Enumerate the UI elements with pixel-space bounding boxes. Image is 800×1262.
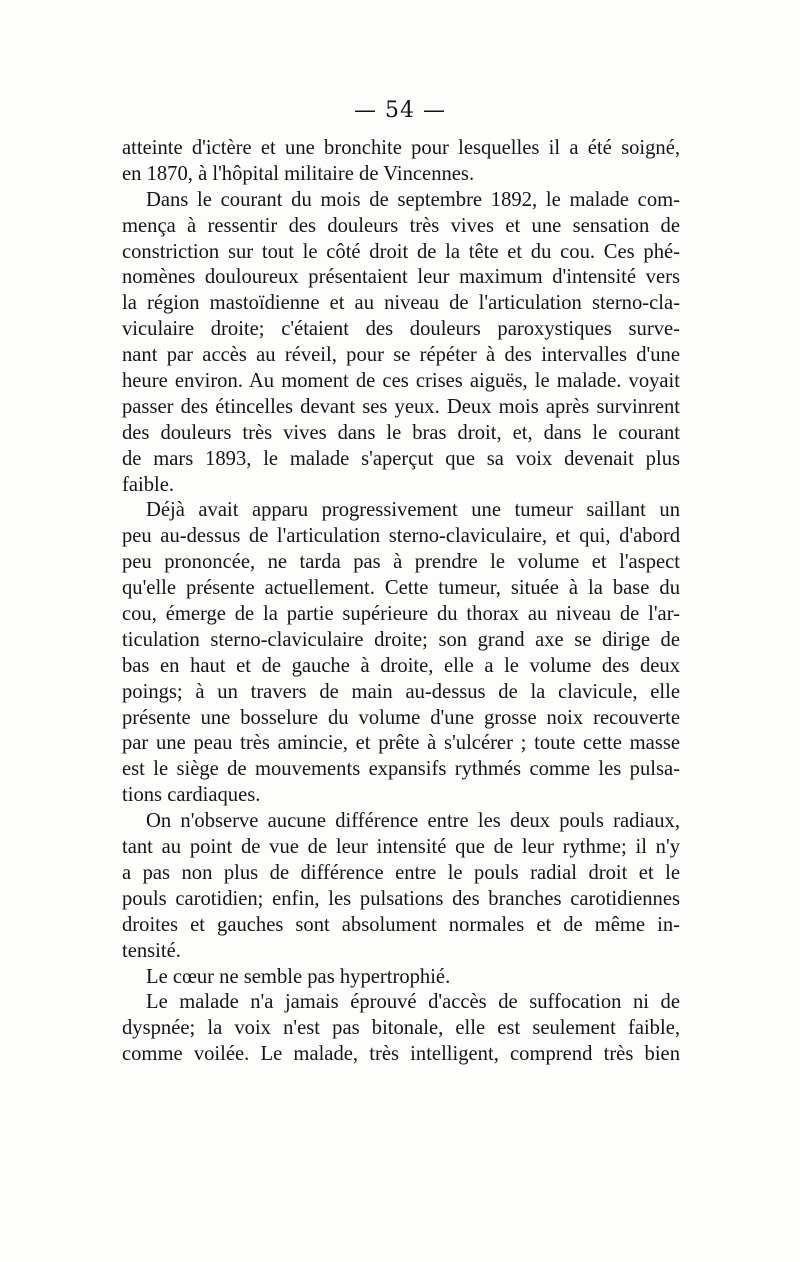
text-line: heure environ. Au moment de ces crises aiguës, le malade. voyait [122,370,680,393]
text-line: viculaire droite; c'étaient des douleurs paroxystiques surve- [122,318,680,341]
text-line: par une peau très amincie, et prête à s'ulcérer ; toute cette masse [122,732,680,755]
text-line: Déjà avait apparu progressivement une tumeur saillant un [146,499,680,522]
text-line: présente une bosselure du volume d'une grosse noix recouverte [122,706,680,729]
text-line: tions cardiaques. [122,784,261,807]
text-line: poings; à un travers de main au-dessus de la clavicule, elle [122,680,680,703]
text-line: en 1870, à l'hôpital militaire de Vincennes. [122,162,475,185]
text-line: dyspnée; la voix n'est pas bitonale, elle est seulement faible, [122,1017,680,1040]
text-line: la région mastoïdienne et au niveau de l'articulation sterno-cla- [122,292,680,315]
text-line: passer des étincelles devant ses yeux. Deux mois après survinrent [122,395,680,418]
text-line: peu au-dessus de l'articulation sterno-claviculaire, et qui, d'abord [122,525,680,548]
text-line: ticulation sterno-claviculaire droite; son grand axe se dirige de [122,628,680,651]
text-line: cou, émerge de la partie supérieure du thorax au niveau de l'ar- [122,603,680,626]
paragraph [122,809,680,964]
text-line: a pas non plus de différence entre le pouls radial droit et le [122,861,680,884]
text-line: tensité. [122,939,181,962]
text-line: des douleurs très vives dans le bras droit, et, dans le courant [122,421,680,444]
text-line: mença à ressentir des douleurs très vives et une sensation de [122,214,680,237]
paragraph [122,498,680,809]
paragraph [122,990,680,1068]
text-line: atteinte d'ictère et une bronchite pour lesquelles il a été soigné, [122,137,680,159]
text-line: tant au point de vue de leur intensité que de leur rythme; il n'y [122,836,680,859]
text-line: constriction sur tout le côté droit de la tête et du cou. Ces phé- [122,240,680,263]
text-line: peu prononcée, ne tarda pas à prendre le volume et l'aspect [122,551,680,574]
text-line: de mars 1893, le malade s'aperçut que sa voix devenait plus [122,447,680,470]
text-line: nomènes douloureux présentaient leur maximum d'intensité vers [122,266,680,289]
text-line: Dans le courant du mois de septembre 1892, le malade com- [146,188,680,211]
paragraph [122,136,680,188]
text-line: Le malade n'a jamais éprouvé d'accès de suffocation ni de [146,991,680,1014]
paragraph [122,188,680,499]
text-line: comme voilée. Le malade, très intelligent, comprend très bien [122,1043,680,1066]
text-line: faible. [122,473,175,496]
text-line: Le cœur ne semble pas hypertrophié. [146,965,451,988]
text-line: On n'observe aucune différence entre les deux pouls radiaux, [146,810,680,833]
text-line: nant par accès au réveil, pour se répéter à des intervalles d'une [122,344,680,367]
text-line: est le siège de mouvements expansifs rythmés comme les pulsa- [122,758,680,781]
text-line: pouls carotidien; enfin, les pulsations des branches carotidiennes [122,887,680,910]
text-line: qu'elle présente actuellement. Cette tumeur, située à la base du [122,577,680,600]
page-number: — 54 — [354,98,446,123]
body-text [122,136,680,1068]
text-line: bas en haut et de gauche à droite, elle a le volume des deux [122,654,680,677]
paragraph [122,965,680,991]
text-line: droites et gauches sont absolument normales et de même in- [122,913,680,936]
